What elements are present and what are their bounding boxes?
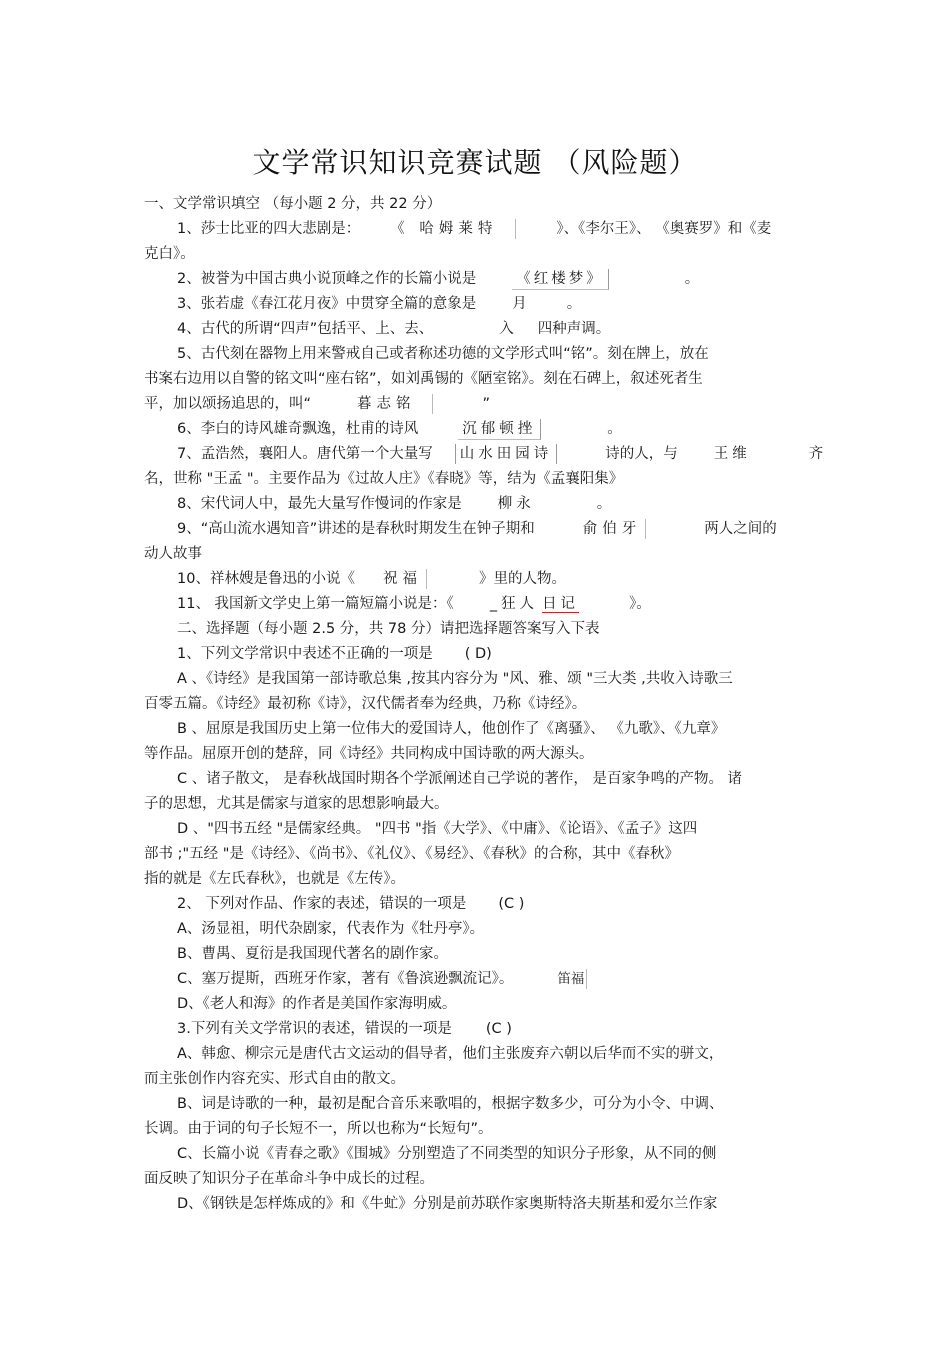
choice-question-1: 1、下列文学常识中表述不正确的一项是 ( D) [177, 646, 492, 662]
handwritten-note: 笛福 [557, 969, 587, 989]
choice-1-option-b-cont: 等作品。屈原开创的楚辞，同《诗经》共同构成中国诗歌的两大源头。 [144, 746, 594, 762]
choice-2-option-a: A、汤显祖，明代杂剧家，代表作为《牡丹亭》。 [177, 921, 485, 937]
answer-blank-3: 月 [512, 296, 527, 312]
question-4: 4、古代的所谓“四声”包括平、上、去、 入 四种声调。 [177, 321, 611, 337]
choice-answer-3: (C ) [485, 1021, 512, 1037]
answer-blank-7a: 山水田园诗 [455, 444, 558, 464]
choice-3-option-c: C、长篇小说《青春之歌》《围城》分别塑造了不同类型的知识分子形象，从不同的侧 [177, 1146, 717, 1162]
choice-question-3: 3.下列有关文学常识的表述，错误的一项是 (C ) [177, 1021, 512, 1037]
question-10: 10、祥林嫂是鲁迅的小说《 祝福 》里的人物。 [177, 571, 566, 587]
answer-blank-11b: 日记 [542, 596, 580, 612]
answer-blank-7b: 王维 [713, 446, 751, 462]
answer-blank-5: 暮志铭 [357, 394, 433, 414]
answer-blank-9: 俞伯牙 [583, 519, 647, 539]
section-heading-choice: 二、选择题（每小题 2.5 分，共 78 分）请把选择题答案写入下表 [177, 621, 600, 637]
choice-2-option-d: D、《老人和海》的作者是美国作家海明威。 [177, 996, 457, 1012]
question-2: 2、被誉为中国古典小说顶峰之作的长篇小说是 《红楼梦》 。 [177, 269, 699, 290]
answer-blank-6: 沉郁顿挫 [458, 419, 541, 440]
choice-3-option-d: D、《钢铁是怎样炼成的》和《牛虻》分别是前苏联作家奥斯特洛夫斯基和爱尔兰作家 [177, 1196, 718, 1212]
choice-3-option-b-cont: 长调。由于词的句子长短不一，所以也称为“长短句”。 [144, 1121, 493, 1137]
choice-3-option-a-cont: 而主张创作内容充实、形式自由的散文。 [144, 1071, 405, 1087]
question-1-cont: 克白》。 [144, 246, 195, 262]
choice-1-option-d-cont1: 部书 ;"五经 "是《诗经》、《尚书》、《礼仪》、《易经》、《春秋》的合称，其中《春秋》 [144, 846, 679, 862]
question-8: 8、宋代词人中，最先大量写作慢词的作家是 柳永 。 [177, 496, 612, 512]
question-5: 5、古代刻在器物上用来警戒自己或者称述功德的文学形式叫“铭”。刻在牌上，放在 [177, 346, 709, 362]
choice-1-option-c: C 、诸子散文， 是春秋战国时期各个学派阐述自己学说的著作， 是百家争鸣的产物。 诸 [177, 771, 743, 787]
question-11: 11、 我国新文学史上第一篇短篇小说是：《 _狂人 日记 》。 [177, 596, 651, 612]
answer-blank-11a: _狂人 [489, 596, 539, 612]
question-3: 3、张若虚《春江花月夜》中贯穿全篇的意象是 月 。 [177, 296, 582, 312]
question-9: 9、“高山流水遇知音”讲述的是春秋时期发生在钟子期和 俞伯牙 两人之间的 [177, 521, 777, 537]
section-heading-fill-in: 一、文学常识填空 （每小题 2 分，共 22 分） [144, 196, 442, 212]
answer-blank-2: 《红楼梦》 [512, 269, 609, 290]
question-9-cont: 动人故事 [144, 546, 202, 562]
choice-1-option-a: A 、《诗经》是我国第一部诗歌总集 ,按其内容分为 "风、雅、颂 "三大类 ,共收入诗歌三 [177, 671, 733, 687]
question-1: 1、莎士比亚的四大悲剧是： 《 哈姆莱特 》、《李尔王》、 《奥赛罗》和《麦 [177, 221, 772, 237]
answer-blank-10: 祝福 [383, 569, 427, 589]
choice-answer-2: (C ) [498, 896, 525, 912]
choice-2-option-c: C、塞万提斯，西班牙作家，著有《鲁滨逊飘流记》。 笛福 [177, 969, 587, 989]
choice-1-option-b: B 、屈原是我国历史上第一位伟大的爱国诗人，他创作了《离骚》、 《九歌》、《九章》 [177, 721, 726, 737]
choice-3-option-a: A、韩愈、柳宗元是唐代古文运动的倡导者，他们主张废弃六朝以后华而不实的骈文， [177, 1046, 724, 1062]
choice-question-2: 2、 下列对作品、作家的表述，错误的一项是 (C ) [177, 896, 525, 912]
choice-3-option-c-cont: 面反映了知识分子在革命斗争中成长的过程。 [144, 1171, 434, 1187]
page-title: 文学常识知识竞赛试题 （风险题） [252, 146, 698, 179]
choice-1-option-d: D 、"四书五经 "是儒家经典。 "四书 "指《大学》、《中庸》、《论语》、《孟子》这四 [177, 821, 698, 837]
question-5-cont2: 平，加以颂扬追思的，叫“ 暮志铭 ” [144, 396, 491, 412]
question-5-cont1: 书案右边用以自警的铭文叫“座右铭”，如刘禹锡的《陋室铭》。刻在石碑上，叙述死者生 [144, 371, 703, 387]
choice-1-option-a-cont: 百零五篇。《诗经》最初称《诗》，汉代儒者奉为经典，乃称《诗经》。 [144, 696, 587, 712]
answer-blank-4: 入 [499, 321, 514, 337]
choice-1-option-d-cont2: 指的就是《左氏春秋》，也就是《左传》。 [144, 871, 405, 887]
question-7: 7、孟浩然，襄阳人。唐代第一个大量写 山水田园诗 诗的人，与 王维 齐 [177, 446, 824, 462]
choice-answer-1: ( D) [464, 646, 492, 662]
choice-3-option-b: B、词是诗歌的一种，最初是配合音乐来歌唱的，根据字数多少，可分为小令、中调、 [177, 1096, 724, 1112]
choice-2-option-b: B、曹禺、夏衍是我国现代著名的剧作家。 [177, 946, 448, 962]
answer-blank-1: 《 哈姆莱特 [390, 219, 516, 239]
answer-blank-8: 柳永 [497, 496, 535, 512]
question-7-cont: 名，世称 "王孟 "。主要作品为《过故人庄》《春晓》等，结为《孟襄阳集》 [144, 471, 624, 487]
choice-1-option-c-cont: 子的思想，尤其是儒家与道家的思想影响最大。 [144, 796, 449, 812]
question-6: 6、李白的诗风雄奇飘逸，杜甫的诗风 沉郁顿挫 。 [177, 419, 622, 440]
